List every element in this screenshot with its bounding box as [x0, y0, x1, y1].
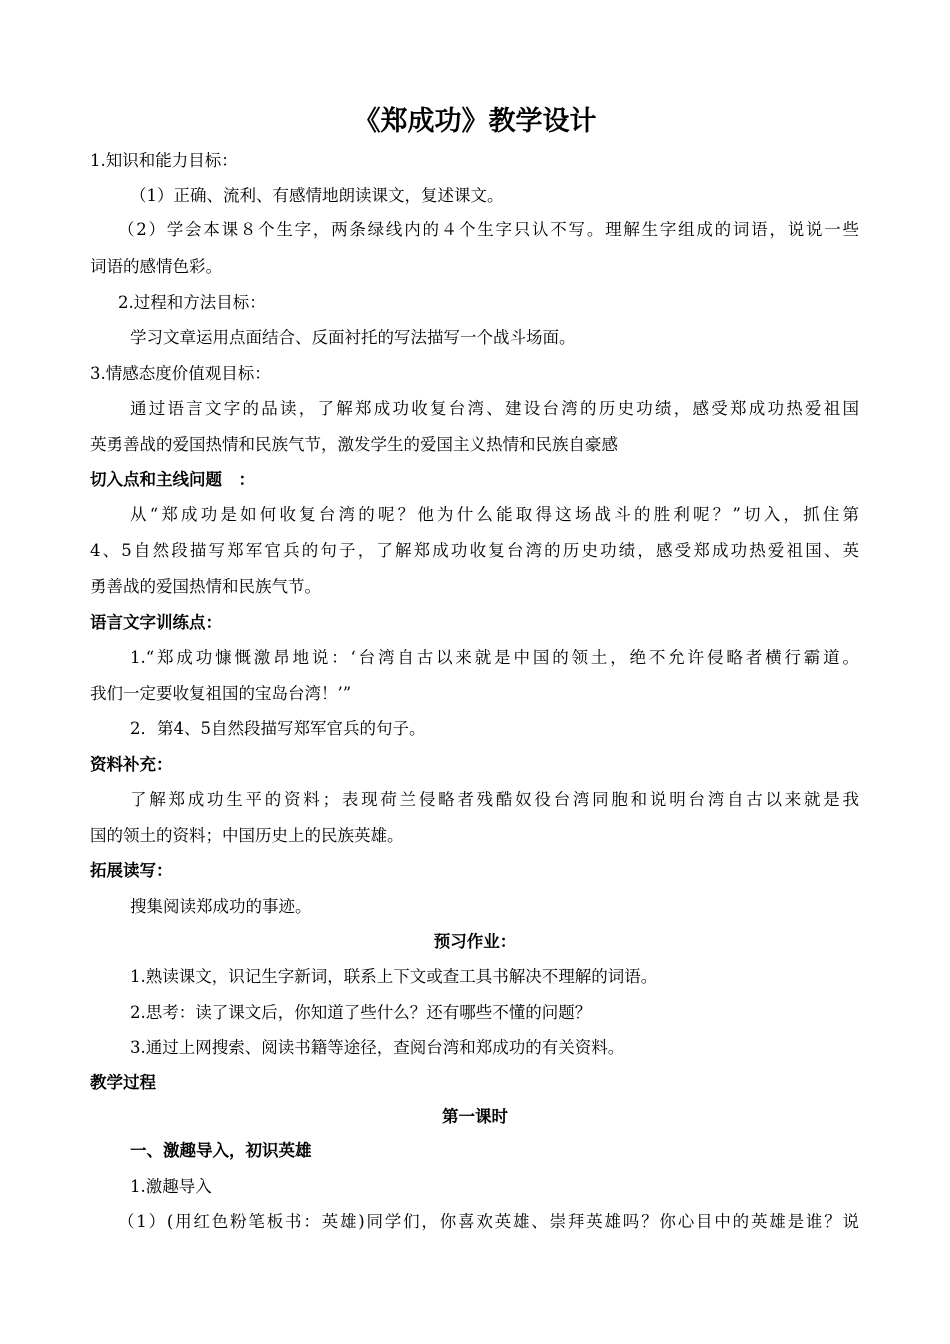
- paragraph-line: 英勇善战的爱国热情和民族气节，激发学生的爱国主义热情和民族自豪感: [90, 435, 618, 454]
- heading-preview-homework: 预习作业：: [433, 932, 517, 951]
- paragraph-line: 词语的感情色彩。: [90, 257, 222, 276]
- paragraph-line: 1.“郑成功慷慨激昂地说：‘台湾自古以来就是中国的领土，绝不允许侵略者横行霸道。: [130, 648, 859, 667]
- paragraph-line: 勇善战的爱国热情和民族气节。: [90, 577, 321, 596]
- paragraph-line: 4、5自然段描写郑军官兵的句子，了解郑成功收复台湾的历史功绩，感受郑成功热爱祖国、英: [90, 541, 859, 560]
- paragraph-line: 2.思考：读了课文后，你知道了些什么？还有哪些不懂的问题？: [130, 1003, 592, 1022]
- paragraph-line: （2）学会本课８个生字，两条绿线内的４个生字只认不写。理解生字组成的词语，说说一些: [118, 220, 859, 239]
- heading-knowledge-goal: 1.知识和能力目标：: [90, 151, 238, 170]
- heading-supplement: 资料补充：: [90, 755, 173, 774]
- paragraph-line: 国的领土的资料；中国历史上的民族英雄。: [90, 826, 404, 845]
- heading-first-lesson: 第一课时: [442, 1107, 508, 1126]
- document-title: 《郑成功》教学设计: [353, 106, 597, 137]
- paragraph-line: 了解郑成功生平的资料；表现荷兰侵略者残酷奴役台湾同胞和说明台湾自古以来就是我: [130, 790, 859, 809]
- heading-section-one: 一、激趣导入，初识英雄: [130, 1141, 312, 1160]
- paragraph-line: （1）(用红色粉笔板书：英雄)同学们，你喜欢英雄、崇拜英雄吗？你心目中的英雄是谁？说: [118, 1212, 859, 1231]
- heading-language-training: 语言文字训练点：: [90, 613, 222, 632]
- paragraph-line: 1.熟读课文，识记生字新词，联系上下文或查工具书解决不理解的词语。: [130, 967, 658, 986]
- heading-process-goal: 2.过程和方法目标：: [118, 293, 266, 312]
- heading-extended-reading: 拓展读写：: [90, 861, 173, 880]
- heading-entry-point: 切入点和主线问题 ：: [90, 470, 255, 489]
- paragraph-line: 搜集阅读郑成功的事迹。: [130, 897, 312, 916]
- paragraph-line: 我们一定要收复祖国的宝岛台湾！’”: [90, 684, 352, 703]
- paragraph-line: 2．第4、5自然段描写郑军官兵的句子。: [130, 719, 426, 738]
- heading-teaching-process: 教学过程: [90, 1073, 156, 1092]
- heading-emotion-goal: 3.情感态度价值观目标：: [90, 364, 271, 383]
- paragraph-line: 通过语言文字的品读，了解郑成功收复台湾、建设台湾的历史功绩，感受郑成功热爱祖国: [130, 399, 859, 418]
- paragraph-line: 1.激趣导入: [130, 1177, 212, 1196]
- paragraph-line: （1）正确、流利、有感情地朗读课文，复述课文。: [130, 186, 504, 205]
- paragraph-line: 学习文章运用点面结合、反面衬托的写法描写一个战斗场面。: [130, 328, 576, 347]
- paragraph-line: 从“郑成功是如何收复台湾的呢？他为什么能取得这场战斗的胜利呢？”切入，抓住第: [130, 505, 859, 524]
- paragraph-line: 3.通过上网搜索、阅读书籍等途径，查阅台湾和郑成功的有关资料。: [130, 1038, 625, 1057]
